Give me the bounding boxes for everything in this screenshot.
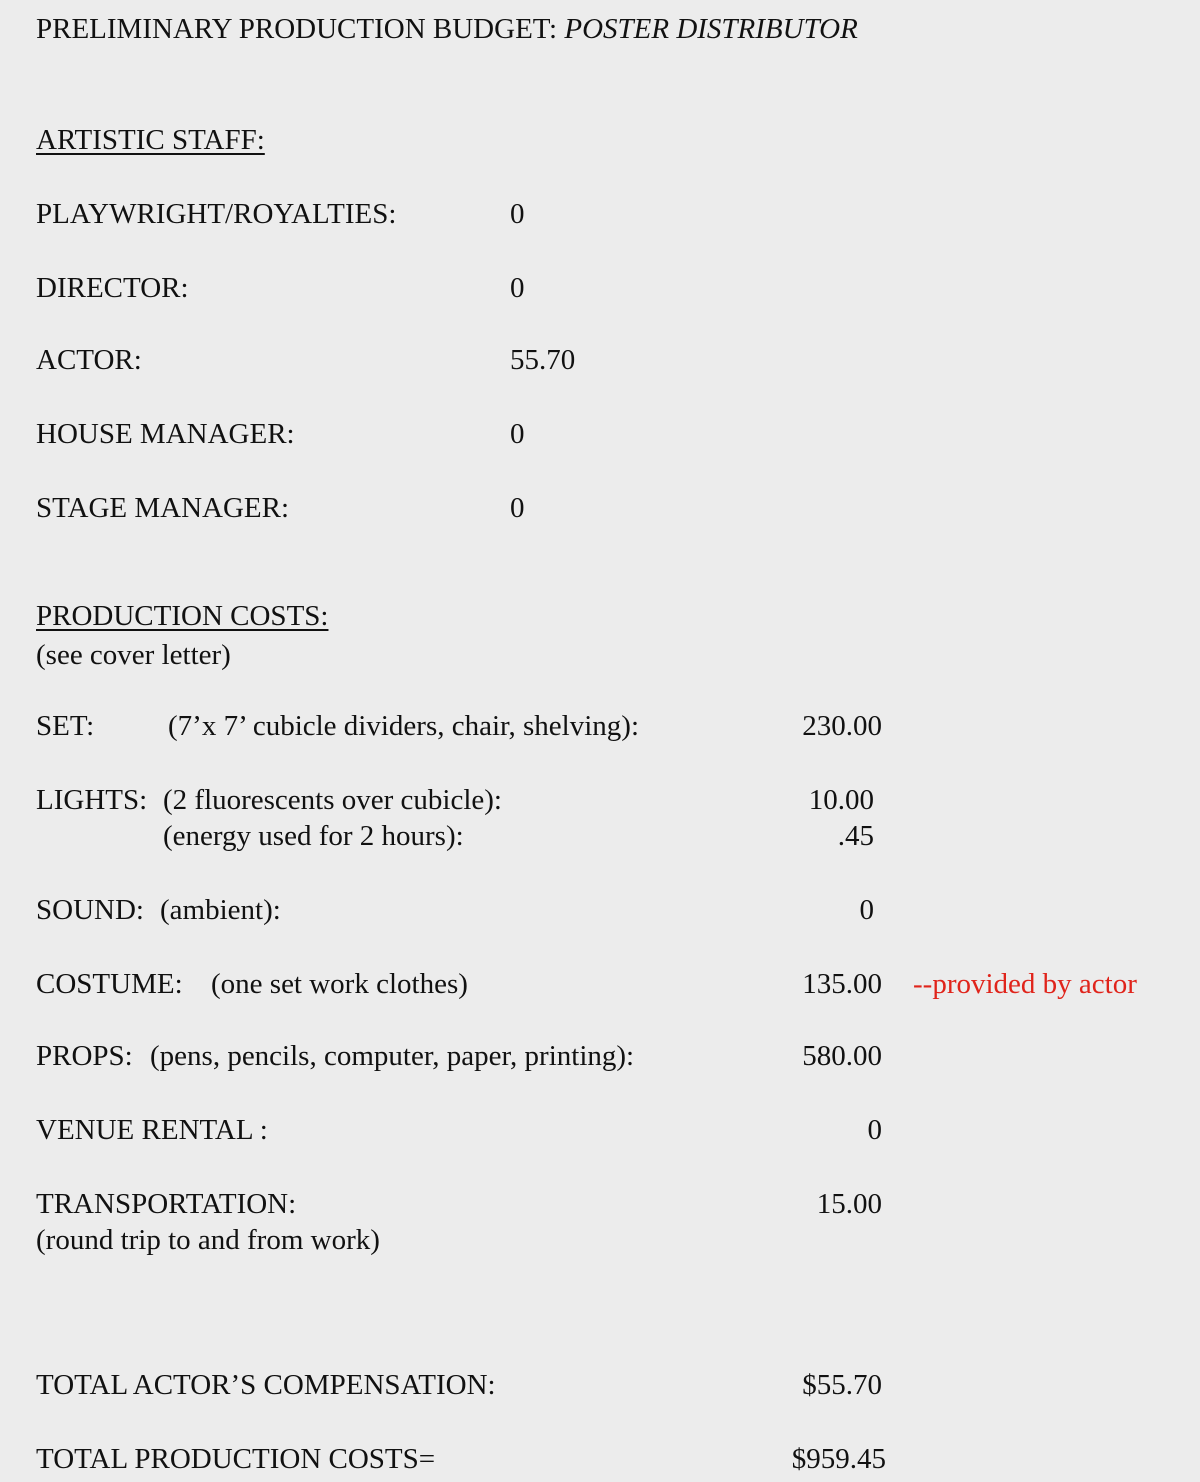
title-prefix: PRELIMINARY PRODUCTION BUDGET: [36, 13, 565, 45]
stage-manager-label: STAGE MANAGER: [36, 492, 290, 524]
sound-value: 0 [859, 894, 874, 926]
show-title: POSTER DISTRIBUTOR [564, 13, 858, 45]
total-actor-compensation-label: TOTAL ACTOR’S COMPENSATION: [36, 1369, 496, 1401]
sound-label: SOUND: [36, 894, 144, 926]
lights-description-energy: (energy used for 2 hours): [163, 820, 464, 852]
production-costs-heading: PRODUCTION COSTS: [36, 600, 329, 632]
playwright-value: 0 [510, 198, 525, 230]
total-production-costs-label: TOTAL PRODUCTION COSTS= [36, 1443, 436, 1475]
props-description: (pens, pencils, computer, paper, printing): [150, 1040, 635, 1072]
lights-fixtures-value: 10.00 [808, 784, 874, 816]
total-production-costs-value: $959.45 [791, 1443, 886, 1475]
costume-provided-note: --provided by actor [913, 968, 1137, 1000]
total-actor-compensation-value: $55.70 [802, 1369, 882, 1401]
lights-description-fixtures: (2 fluorescents over cubicle): [163, 784, 502, 816]
transportation-description: (round trip to and from work) [36, 1224, 380, 1256]
production-costs-note: (see cover letter) [36, 639, 231, 671]
playwright-label: PLAYWRIGHT/ROYALTIES: [36, 198, 397, 230]
director-value: 0 [510, 272, 525, 304]
venue-rental-value: 0 [867, 1114, 882, 1146]
house-manager-label: HOUSE MANAGER: [36, 418, 295, 450]
set-label: SET: [36, 710, 95, 742]
actor-value: 55.70 [510, 344, 576, 376]
set-description: (7’x 7’ cubicle dividers, chair, shelving): [168, 710, 640, 742]
costume-value: 135.00 [802, 968, 882, 1000]
set-value: 230.00 [802, 710, 882, 742]
transportation-value: 15.00 [816, 1188, 882, 1220]
props-label: PROPS: [36, 1040, 133, 1072]
sound-description: (ambient): [160, 894, 281, 926]
actor-label: ACTOR: [36, 344, 142, 376]
venue-rental-label: VENUE RENTAL : [36, 1114, 268, 1146]
artistic-staff-heading: ARTISTIC STAFF: [36, 124, 265, 156]
page-title [36, 15, 858, 44]
props-value: 580.00 [802, 1040, 882, 1072]
lights-energy-value: .45 [837, 820, 874, 852]
costume-description: (one set work clothes) [211, 968, 468, 1000]
lights-label: LIGHTS: [36, 784, 148, 816]
costume-label: COSTUME: [36, 968, 183, 1000]
transportation-label: TRANSPORTATION: [36, 1188, 297, 1220]
director-label: DIRECTOR: [36, 272, 189, 304]
house-manager-value: 0 [510, 418, 525, 450]
stage-manager-value: 0 [510, 492, 525, 524]
